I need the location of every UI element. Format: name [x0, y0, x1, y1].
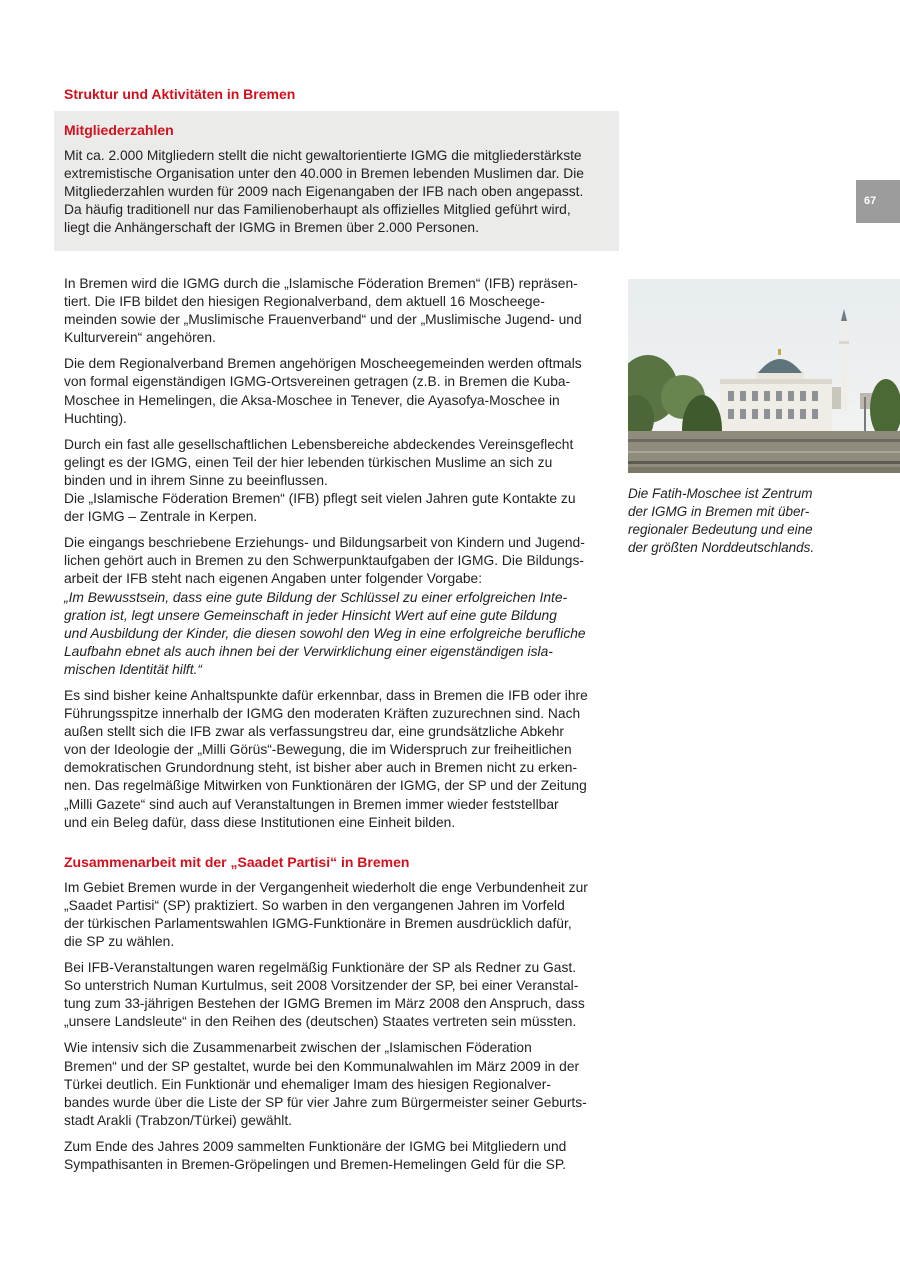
quote-line: mischen Identität hilft.“ — [64, 661, 203, 677]
text-line: meinden sowie der „Muslimische Frauenverband“ und der „Muslimische Jugend- und — [64, 312, 582, 328]
paragraph-saadet-support — [64, 879, 614, 951]
paragraph-sp-speakers — [64, 959, 614, 1031]
text-line: tung zum 33-jährigen Bestehen der IGMG Bremen im März 2008 den Anspruch, dass — [64, 996, 585, 1012]
subheading-saadet-partisi: Zusammenarbeit mit der „Saadet Partisi“ in Bremen — [64, 853, 410, 870]
paragraph-education — [64, 534, 614, 679]
text-line: von der Ideologie der „Milli Görüs“-Bewegung, die im Widerspruch zur freiheitlichen — [64, 742, 572, 758]
member-count-box — [54, 111, 619, 251]
text-line: arbeit der IFB steht nach eigenen Angaben unter folgender Vorgabe: — [64, 571, 483, 587]
text-line: Zum Ende des Jahres 2009 sammelten Funktionäre der IGMG bei Mitgliedern und — [64, 1138, 567, 1154]
photo-caption — [628, 485, 888, 557]
text-line: nen. Das regelmäßige Mitwirken von Funktionären der IGMG, der SP und der Zeitung — [64, 778, 587, 794]
paragraph-ifb-intro — [64, 275, 614, 347]
text-line: Die eingangs beschriebene Erziehungs- und Bildungsarbeit von Kindern und Jugend- — [64, 535, 585, 551]
info-box-line: liegt die Anhängerschaft der IGMG in Bremen über 2.000 Personen. — [64, 220, 479, 236]
text-line: In Bremen wird die IGMG durch die „Islamische Föderation Bremen“ (IFB) repräsen- — [64, 276, 578, 291]
text-line: binden und in ihrem Sinne zu beeinflussen. — [64, 472, 328, 488]
text-line: Die dem Regionalverband Bremen angehörigen Moscheegemeinden werden oftmals — [64, 356, 582, 372]
text-line: die SP zu wählen. — [64, 934, 175, 949]
paragraph-mosque-communities — [64, 355, 614, 427]
text-line: lichen gehört auch in Bremen zu den Schwerpunktaufgaben der IGMG. Die Bildungs- — [64, 553, 584, 569]
text-line: Bei IFB-Veranstaltungen waren regelmäßig Funktionäre der SP als Redner zu Gast. — [64, 960, 577, 976]
text-line: Die „Islamische Föderation Bremen“ (IFB) pflegt seit vielen Jahren gute Kontakte zu — [64, 491, 576, 507]
text-line: „Milli Gazete“ sind auch auf Veranstaltungen in Bremen immer wieder feststellbar — [64, 796, 559, 812]
quote-line: und Ausbildung der Kinder, die diesen sowohl den Weg in eine erfolgreiche berufliche — [64, 625, 586, 641]
info-box-title: Mitgliederzahlen — [64, 122, 174, 138]
text-line: bandes wurde über die Liste der SP für vier Jahre zum Bürgermeister seiner Geburts- — [64, 1094, 587, 1110]
text-line: tiert. Die IFB bildet den hiesigen Regionalverband, dem aktuell 16 Moscheege- — [64, 294, 545, 310]
text-line: Kulturverein“ angehören. — [64, 330, 216, 346]
paragraph-association-network — [64, 436, 614, 526]
paragraph-municipal-elections — [64, 1039, 614, 1129]
text-line: Im Gebiet Bremen wurde in der Vergangenheit wiederholt die enge Verbundenheit zur — [64, 879, 588, 895]
text-line: Es sind bisher keine Anhaltspunkte dafür erkennbar, dass in Bremen die IFB oder ihre — [64, 687, 588, 703]
text-line: Huchting). — [64, 410, 127, 426]
text-line: „unsere Landsleute“ in den Reihen des (deutschen) Staates vertreten sein müssten. — [64, 1014, 577, 1030]
quote-line: Laufbahn ebnet als auch ihnen bei der Verwirklichung einer eigenständigen isla- — [64, 643, 553, 659]
text-line: „Saadet Partisi“ (SP) praktiziert. So warben in den vergangenen Jahren im Vorfeld — [64, 897, 565, 913]
paragraph-assessment — [64, 687, 614, 832]
mosque-photo — [628, 279, 900, 473]
caption-line: regionaler Bedeutung und eine — [628, 522, 813, 537]
text-line: demokratischen Grundordnung steht, ist bisher aber auch in Bremen nicht zu erken- — [64, 760, 578, 776]
page-number-tab: 67 — [856, 180, 900, 223]
text-line: Türkei deutlich. Ein Funktionär und ehemaliger Imam des hiesigen Regionalver- — [64, 1076, 551, 1092]
info-box-line: extremistische Organisation unter den 40.000 in Bremen lebenden Muslimen dar. Die — [64, 166, 584, 182]
text-line: von formal eigenständigen IGMG-Ortsvereinen getragen (z.B. in Bremen die Kuba- — [64, 374, 571, 390]
text-line: Moschee in Hemelingen, die Aksa-Moschee in Tenever, die Ayasofya-Moschee in — [64, 392, 560, 408]
main-text-column — [64, 275, 614, 1182]
caption-line: Die Fatih-Moschee ist Zentrum — [628, 486, 813, 501]
text-line: Führungsspitze innerhalb der IGMG den moderaten Kräften zuzurechnen sind. Nach — [64, 706, 581, 722]
quote-line: „Im Bewusstsein, dass eine gute Bildung der Schlüssel zu einer erfolgreichen Inte- — [64, 589, 568, 605]
caption-line: der größten Norddeutschlands. — [628, 540, 815, 555]
info-box-line: Mitgliederzahlen wurden für 2009 nach Eigenangaben der IFB nach oben angepasst. — [64, 184, 584, 200]
text-line: der türkischen Parlamentswahlen IGMG-Funktionäre in Bremen ausdrücklich dafür, — [64, 915, 572, 931]
info-box-line: Da häufig traditionell nur das Familienoberhaupt als offizielles Mitglied geführt wird, — [64, 202, 571, 218]
text-line: Durch ein fast alle gesellschaftlichen Lebensbereiche abdeckendes Vereinsgeflecht — [64, 436, 574, 452]
text-line: der IGMG – Zentrale in Kerpen. — [64, 509, 258, 525]
paragraph-fundraising — [64, 1138, 614, 1174]
info-box-line: Mit ca. 2.000 Mitgliedern stellt die nicht gewaltorientierte IGMG die mitgliederstärkste — [64, 148, 582, 163]
text-line: Bremen“ und der SP gestaltet, wurde bei den Kommunalwahlen im März 2009 in der — [64, 1058, 580, 1074]
text-line: und ein Beleg dafür, dass diese Institutionen eine Einheit bilden. — [64, 814, 456, 830]
section-title: Struktur und Aktivitäten in Bremen — [64, 86, 296, 102]
text-line: gelingt es der IGMG, einen Teil der hier lebenden türkischen Muslime an sich zu — [64, 454, 553, 470]
text-line: So unterstrich Numan Kurtulmus, seit 2008 Vorsitzender der SP, bei einer Veranstal- — [64, 978, 579, 994]
text-line: stadt Arakli (Trabzon/Türkei) gewählt. — [64, 1112, 292, 1128]
text-line: Wie intensiv sich die Zusammenarbeit zwischen der „Islamischen Föderation — [64, 1040, 532, 1056]
caption-line: der IGMG in Bremen mit über- — [628, 504, 810, 519]
quote-line: gration ist, legt unsere Gemeinschaft in jeder Hinsicht Wert auf eine gute Bildung — [64, 607, 557, 623]
text-line: außen stellt sich die IFB zwar als verfassungstreu dar, eine grundsätzliche Abkehr — [64, 724, 565, 740]
text-line: Sympathisanten in Bremen-Gröpelingen und Bremen-Hemelingen Geld für die SP. — [64, 1157, 567, 1173]
